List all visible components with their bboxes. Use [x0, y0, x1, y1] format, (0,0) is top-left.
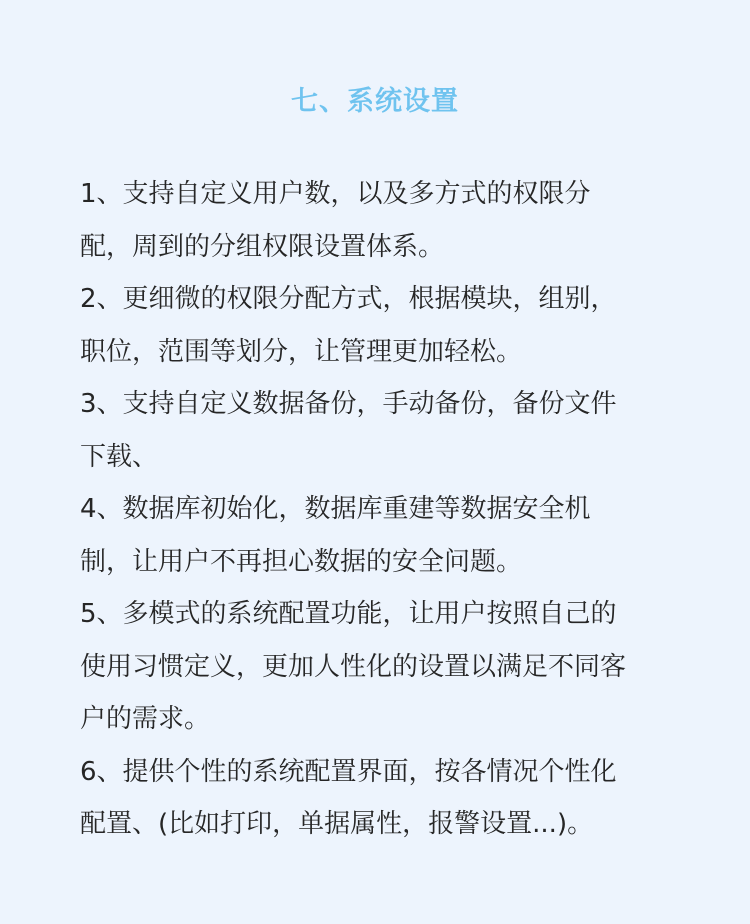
feature-item-6-line-2: 配置、(比如打印，单据属性，报警设置...)。 — [80, 809, 594, 839]
feature-list — [80, 168, 680, 851]
feature-item-2-line-1: 2、更细微的权限分配方式，根据模块，组别， — [80, 284, 617, 314]
feature-item-4-line-1: 4、数据库初始化，数据库重建等数据安全机 — [80, 494, 591, 524]
feature-item-1-line-2: 配，周到的分组权限设置体系。 — [80, 231, 445, 262]
feature-item-1-line-1: 1、支持自定义用户数，以及多方式的权限分 — [80, 179, 591, 209]
feature-item-5-line-2: 使用习惯定义，更加人性化的设置以满足不同客 — [80, 651, 627, 682]
feature-item-5 — [80, 588, 680, 746]
feature-item-3-line-2: 下载、 — [80, 441, 159, 472]
feature-item-2 — [80, 273, 680, 378]
feature-item-6 — [80, 746, 680, 851]
feature-item-5-line-1: 5、多模式的系统配置功能，让用户按照自己的 — [80, 599, 617, 629]
feature-item-3-line-1: 3、支持自定义数据备份，手动备份，备份文件 — [80, 389, 617, 419]
feature-item-3 — [80, 378, 680, 483]
feature-item-1 — [80, 168, 680, 273]
feature-item-4-line-2: 制，让用户不再担心数据的安全问题。 — [80, 546, 523, 577]
section-title: 七、系统设置 — [291, 86, 459, 117]
feature-item-4 — [80, 483, 680, 588]
feature-item-5-line-3: 户的需求。 — [80, 704, 211, 734]
feature-item-6-line-1: 6、提供个性的系统配置界面，按各情况个性化 — [80, 756, 617, 787]
feature-item-2-line-2: 职位，范围等划分，让管理更加轻松。 — [80, 336, 523, 367]
